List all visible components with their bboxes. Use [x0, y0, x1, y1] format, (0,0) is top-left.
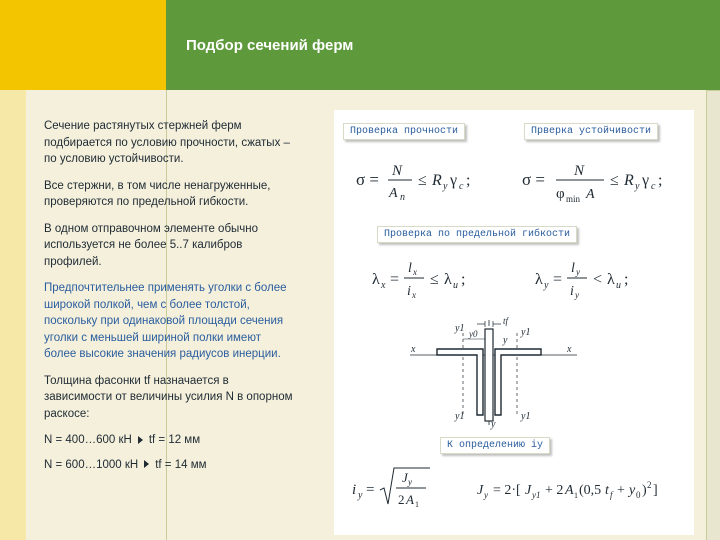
angle-section-diagram	[405, 315, 585, 435]
grid-line	[706, 90, 720, 91]
svg-text:y: y	[484, 490, 488, 500]
right-stripe	[706, 90, 720, 540]
svg-text:<: <	[593, 271, 603, 288]
svg-text:x: x	[413, 267, 417, 277]
slenderness-x-formula	[370, 252, 500, 307]
svg-text:y: y	[629, 483, 636, 498]
slenderness-y-formula	[533, 252, 663, 307]
svg-text:x: x	[412, 290, 416, 300]
axis-y1-top-right: y1	[521, 327, 531, 338]
svg-text:y: y	[544, 280, 549, 291]
svg-text:l: l	[408, 261, 412, 276]
svg-text:≤: ≤	[610, 172, 619, 189]
dim-tf: tf	[503, 316, 509, 326]
svg-text:y: y	[635, 181, 640, 192]
svg-text:+: +	[617, 483, 625, 498]
svg-text:c: c	[459, 181, 464, 192]
paragraph-profiles: В одном отправочном элементе обычно используется не более 5..7 калибров профилей.	[44, 222, 259, 268]
svg-text:u: u	[453, 280, 458, 291]
svg-text:i: i	[407, 284, 411, 299]
svg-text:=: =	[366, 482, 375, 498]
axis-y1-bottom-right: y1	[521, 411, 531, 422]
svg-text:y: y	[408, 477, 412, 487]
slenderness-check-label: Проверка по предельной гибкости	[377, 226, 577, 243]
stability-formula	[520, 155, 685, 210]
svg-text:J: J	[477, 483, 484, 498]
thickness-1: tf = 12 мм	[148, 434, 201, 446]
arrow-right-icon	[144, 460, 149, 468]
svg-text:f: f	[610, 490, 613, 500]
svg-text:N: N	[574, 163, 585, 179]
svg-text:;: ;	[658, 172, 663, 189]
svg-text:A: A	[389, 186, 398, 201]
svg-text:y: y	[575, 290, 579, 300]
svg-text:y: y	[358, 490, 363, 501]
svg-text:= 2·[: = 2·[	[493, 483, 521, 498]
svg-text:0: 0	[636, 490, 641, 500]
header-accent-yellow	[0, 0, 166, 90]
iy-caption-label: К определению iy	[440, 437, 550, 454]
dim-y0: y0	[469, 329, 478, 339]
left-stripe	[0, 90, 26, 540]
svg-text:t: t	[605, 483, 609, 498]
svg-text:(0,5: (0,5	[579, 483, 602, 498]
paragraph-gusset: Толщина фасонки tf назначается в зависимости от величины усилия N в опорном раскосе:	[44, 374, 293, 420]
svg-text:J: J	[402, 470, 408, 485]
axis-x-right: x	[567, 344, 572, 355]
svg-text:λ: λ	[444, 271, 452, 288]
svg-text:R: R	[624, 172, 634, 189]
svg-text:n: n	[400, 192, 405, 203]
svg-text:;: ;	[466, 172, 471, 189]
axis-y1-top-left: y1	[455, 323, 465, 334]
thickness-2: tf = 14 мм	[155, 458, 207, 471]
axis-y1-bottom-left: y1	[455, 411, 465, 422]
paragraph-slenderness: Все стержни, в том числе ненагруженные, проверяются по предельной гибкости.	[44, 179, 271, 208]
svg-text:γ: γ	[450, 172, 458, 189]
svg-text:+ 2: + 2	[545, 483, 564, 498]
text-column	[44, 118, 294, 481]
strength-formula	[352, 155, 502, 205]
paragraph-angles: Предпочтительнее применять уголки с более широкой полкой, чем с более толстой, поскольку при одинаковой площади сечения уголки с меньшей шириной полки имеют более высокие значения радиусов инерции.	[44, 282, 287, 360]
svg-text:i: i	[570, 284, 574, 299]
svg-text:i: i	[352, 482, 357, 498]
svg-text:1: 1	[415, 500, 419, 509]
gusset-rule-1	[44, 432, 294, 449]
svg-text:A: A	[406, 492, 414, 507]
axis-x-left: x	[411, 344, 416, 355]
svg-text:y: y	[576, 267, 580, 277]
svg-text:λ: λ	[372, 271, 380, 288]
svg-text:l: l	[571, 261, 575, 276]
stability-check-label: Прверка устойчивости	[524, 123, 658, 140]
iy-formula	[350, 462, 460, 522]
svg-text:;: ;	[624, 271, 629, 288]
svg-text:J: J	[525, 483, 532, 498]
axis-y-bottom: y	[491, 419, 496, 430]
svg-text:λ: λ	[607, 271, 615, 288]
svg-text:γ: γ	[642, 172, 650, 189]
svg-text:φ: φ	[556, 186, 565, 202]
svg-text:u: u	[616, 280, 621, 291]
svg-text:x: x	[381, 280, 386, 291]
svg-text:≤: ≤	[430, 271, 439, 288]
svg-text:min: min	[566, 194, 581, 204]
svg-text:y: y	[443, 181, 448, 192]
jy-formula	[475, 470, 695, 510]
svg-text:2: 2	[647, 480, 652, 490]
svg-text:R: R	[432, 172, 442, 189]
svg-text:]: ]	[653, 483, 658, 498]
svg-text:): )	[642, 483, 647, 498]
svg-text:1: 1	[574, 491, 578, 500]
grid-line	[706, 90, 707, 540]
svg-text:y1: y1	[532, 490, 541, 500]
svg-text:c: c	[651, 181, 656, 192]
svg-text:=: =	[390, 271, 400, 288]
svg-text:σ =: σ =	[356, 170, 380, 189]
svg-text:σ =: σ =	[522, 170, 546, 189]
svg-text:λ: λ	[535, 271, 543, 288]
svg-text:2: 2	[398, 492, 405, 507]
strength-check-label: Проверка прочности	[343, 123, 465, 140]
svg-text:A: A	[565, 483, 574, 498]
slide-title: Подбор сечений ферм	[186, 37, 354, 54]
svg-text:A: A	[586, 187, 595, 202]
paragraph-tension: Сечение растянутых стержней ферм подбирается по условию прочности, сжатых – по условию устойчивости.	[44, 120, 290, 165]
svg-text:N: N	[392, 163, 403, 179]
svg-text:≤: ≤	[418, 172, 427, 189]
force-range-1: N = 400…600 кН	[44, 434, 132, 446]
gusset-rule-2	[44, 457, 294, 474]
axis-y-top: y	[503, 335, 508, 346]
force-range-2: N = 600…1000 кН	[44, 458, 139, 471]
svg-text:;: ;	[461, 271, 466, 288]
svg-text:=: =	[553, 271, 563, 288]
arrow-right-icon	[138, 436, 143, 444]
